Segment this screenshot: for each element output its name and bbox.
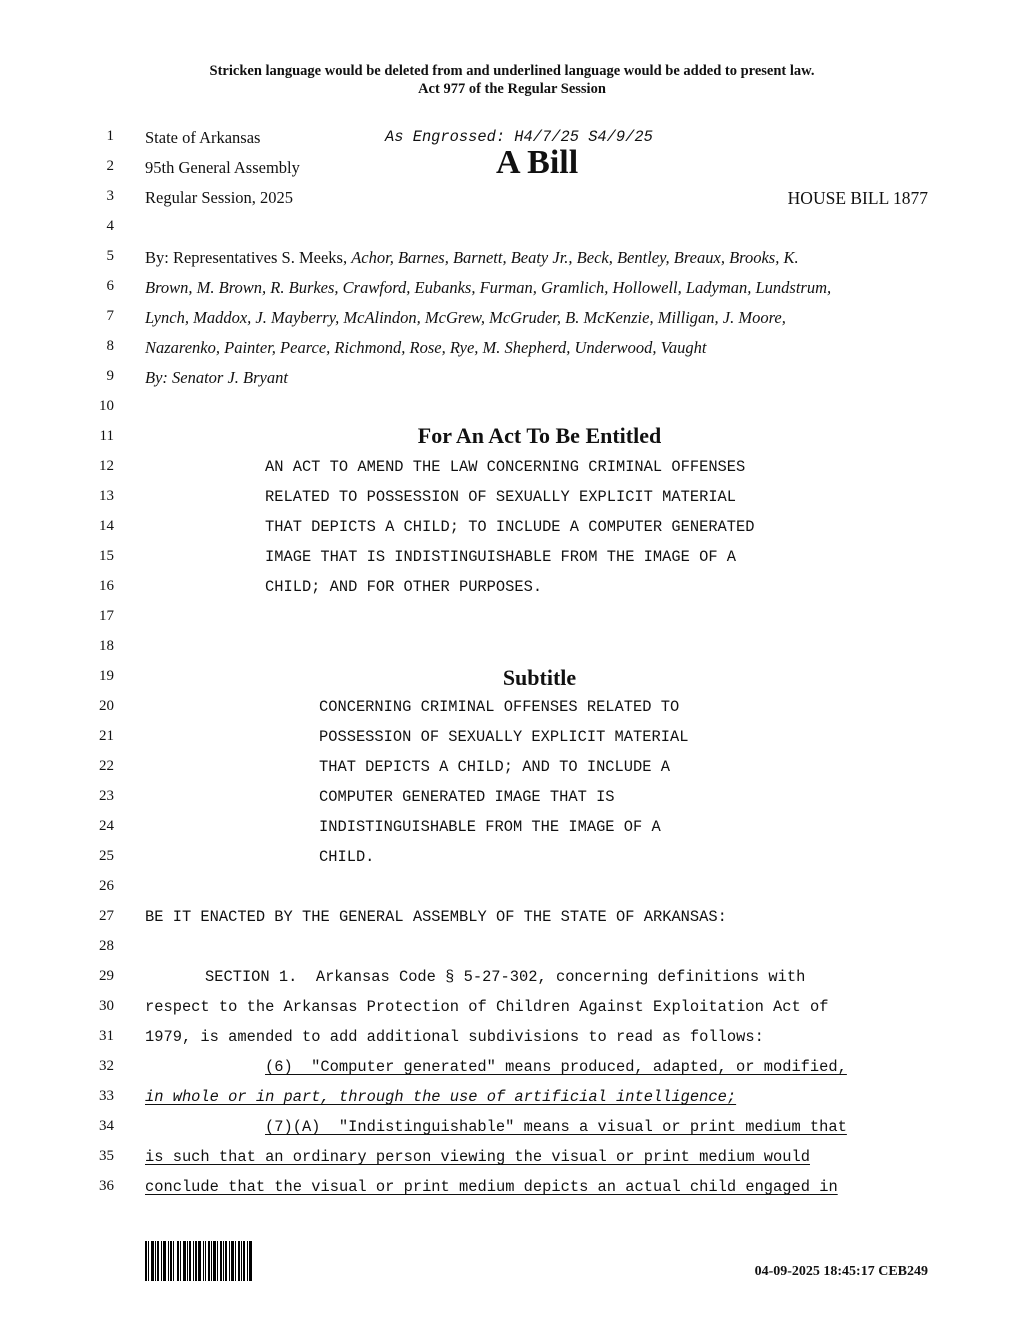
amendment-notice (0, 62, 1024, 98)
line-31 (0, 1028, 1024, 1058)
line-32 (0, 1058, 1024, 1088)
line-13 (0, 488, 1024, 518)
line-number: 14 (99, 518, 114, 534)
line-16 (0, 578, 1024, 608)
added-text: conclude that the visual or print medium depicts an actual child engaged in (145, 1178, 838, 1196)
line-5 (0, 248, 1024, 278)
added-text: (6) "Computer generated" means produced, adapted, or modified, (265, 1058, 847, 1076)
line-number: 36 (99, 1178, 114, 1194)
cosponsors: Brown, M. Brown, R. Burkes, Crawford, Eubanks, Furman, Gramlich, Hollowell, Ladyman, Lundstrum, (145, 278, 832, 297)
line-17 (0, 608, 1024, 638)
line-number: 12 (99, 458, 114, 474)
line-number: 32 (99, 1058, 114, 1074)
line-18 (0, 638, 1024, 668)
title-text: AN ACT TO AMEND THE LAW CONCERNING CRIMINAL OFFENSES (265, 458, 746, 476)
line-28 (0, 938, 1024, 968)
line-number: 21 (99, 728, 114, 744)
line-number: 25 (99, 848, 114, 864)
title-text: IMAGE THAT IS INDISTINGUISHABLE FROM THE IMAGE OF A (265, 548, 737, 566)
section-text: 1979, is amended to add additional subdivisions to read as follows: (145, 1028, 764, 1046)
title-text: THAT DEPICTS A CHILD; TO INCLUDE A COMPUTER GENERATED (265, 518, 755, 536)
line-8 (0, 338, 1024, 368)
cosponsors: Achor, Barnes, Barnett, Beaty Jr., Beck, Bentley, Breaux, Brooks, K. (351, 248, 799, 267)
line-number: 15 (99, 548, 114, 564)
line-number: 7 (106, 308, 114, 324)
line-20 (0, 698, 1024, 728)
line-number: 17 (99, 608, 114, 624)
line-number: 8 (106, 338, 114, 354)
session: Regular Session, 2025 (145, 188, 294, 207)
line-number: 28 (99, 938, 114, 954)
line-26 (0, 878, 1024, 908)
line-14 (0, 518, 1024, 548)
line-number: 4 (106, 218, 114, 234)
line-number: 13 (99, 488, 114, 504)
line-number: 27 (99, 908, 114, 924)
line-3 (0, 188, 1024, 218)
notice-line-1: Stricken language would be deleted from and underlined language would be added to present law. (209, 63, 815, 79)
line-35 (0, 1148, 1024, 1178)
line-number: 3 (106, 188, 114, 204)
enacting-clause: BE IT ENACTED BY THE GENERAL ASSEMBLY OF THE STATE OF ARKANSAS: (145, 908, 727, 926)
line-22 (0, 758, 1024, 788)
line-19 (0, 665, 1024, 698)
line-number: 16 (99, 578, 114, 594)
title-text: RELATED TO POSSESSION OF SEXUALLY EXPLICIT MATERIAL (265, 488, 737, 506)
document-type: A Bill (496, 144, 579, 181)
line-number: 26 (99, 878, 114, 894)
line-11 (0, 423, 1024, 458)
line-36 (0, 1178, 1024, 1208)
line-number: 10 (99, 398, 114, 414)
line-24 (0, 818, 1024, 848)
line-number: 1 (106, 128, 114, 144)
engrossed-stamp: As Engrossed: H4/7/25 S4/9/25 (385, 128, 653, 146)
line-34 (0, 1118, 1024, 1148)
barcode-icon (145, 1241, 275, 1281)
subtitle-text: CHILD. (319, 848, 375, 866)
line-number: 6 (106, 278, 114, 294)
line-4 (0, 218, 1024, 248)
subtitle-heading: Subtitle (502, 665, 577, 690)
sponsors (145, 248, 934, 268)
line-9 (0, 368, 1024, 398)
line-number: 11 (99, 428, 114, 444)
line-number: 23 (99, 788, 114, 804)
line-12 (0, 458, 1024, 488)
line-number: 18 (99, 638, 114, 654)
line-number: 31 (99, 1028, 114, 1044)
added-text: (7)(A) "Indistinguishable" means a visual or print medium that (265, 1118, 847, 1136)
subtitle-text: THAT DEPICTS A CHILD; AND TO INCLUDE A (319, 758, 670, 776)
section-text: SECTION 1. Arkansas Code § 5-27-302, concerning definitions with (205, 968, 806, 986)
line-number: 2 (106, 158, 114, 174)
line-number: 35 (99, 1148, 114, 1164)
line-23 (0, 788, 1024, 818)
bill-number: HOUSE BILL 1877 (787, 188, 928, 208)
line-25 (0, 848, 1024, 878)
line-21 (0, 728, 1024, 758)
timestamp-stamp: 04-09-2025 18:45:17 CEB249 (754, 1264, 928, 1279)
cosponsors: Nazarenko, Painter, Pearce, Richmond, Rose, Rye, M. Shepherd, Underwood, Vaught (145, 338, 707, 357)
line-30 (0, 998, 1024, 1028)
line-27 (0, 908, 1024, 938)
line-number: 30 (99, 998, 114, 1014)
added-text: is such that an ordinary person viewing the visual or print medium would (145, 1148, 810, 1166)
line-29 (0, 968, 1024, 998)
line-number: 19 (99, 668, 114, 684)
subtitle-text: POSSESSION OF SEXUALLY EXPLICIT MATERIAL (319, 728, 689, 746)
subtitle-text: CONCERNING CRIMINAL OFFENSES RELATED TO (319, 698, 680, 716)
title-heading: For An Act To Be Entitled (417, 423, 662, 448)
subtitle-text: INDISTINGUISHABLE FROM THE IMAGE OF A (319, 818, 661, 836)
general-assembly: 95th General Assembly (145, 158, 300, 177)
line-15 (0, 548, 1024, 578)
line-number: 24 (99, 818, 114, 834)
added-text: in whole or in part, through the use of artificial intelligence; (145, 1088, 737, 1106)
line-number: 34 (99, 1118, 114, 1134)
line-number: 9 (106, 368, 114, 384)
notice-line-2: Act 977 of the Regular Session (418, 81, 606, 97)
senate-sponsor: By: Senator J. Bryant (145, 368, 288, 387)
subtitle-text: COMPUTER GENERATED IMAGE THAT IS (319, 788, 615, 806)
line-number: 29 (99, 968, 114, 984)
title-text: CHILD; AND FOR OTHER PURPOSES. (265, 578, 543, 596)
line-7 (0, 308, 1024, 338)
state-name: State of Arkansas (145, 128, 261, 147)
sponsor-prefix: By: Representatives S. Meeks, (145, 248, 352, 267)
line-number: 5 (106, 248, 114, 264)
section-text: respect to the Arkansas Protection of Children Against Exploitation Act of (145, 998, 829, 1016)
cosponsors: Lynch, Maddox, J. Mayberry, McAlindon, McGrew, McGruder, B. McKenzie, Milligan, J. Moore, (145, 308, 786, 327)
line-number: 20 (99, 698, 114, 714)
line-number: 22 (99, 758, 114, 774)
line-33 (0, 1088, 1024, 1118)
line-number: 33 (99, 1088, 114, 1104)
line-6 (0, 278, 1024, 308)
